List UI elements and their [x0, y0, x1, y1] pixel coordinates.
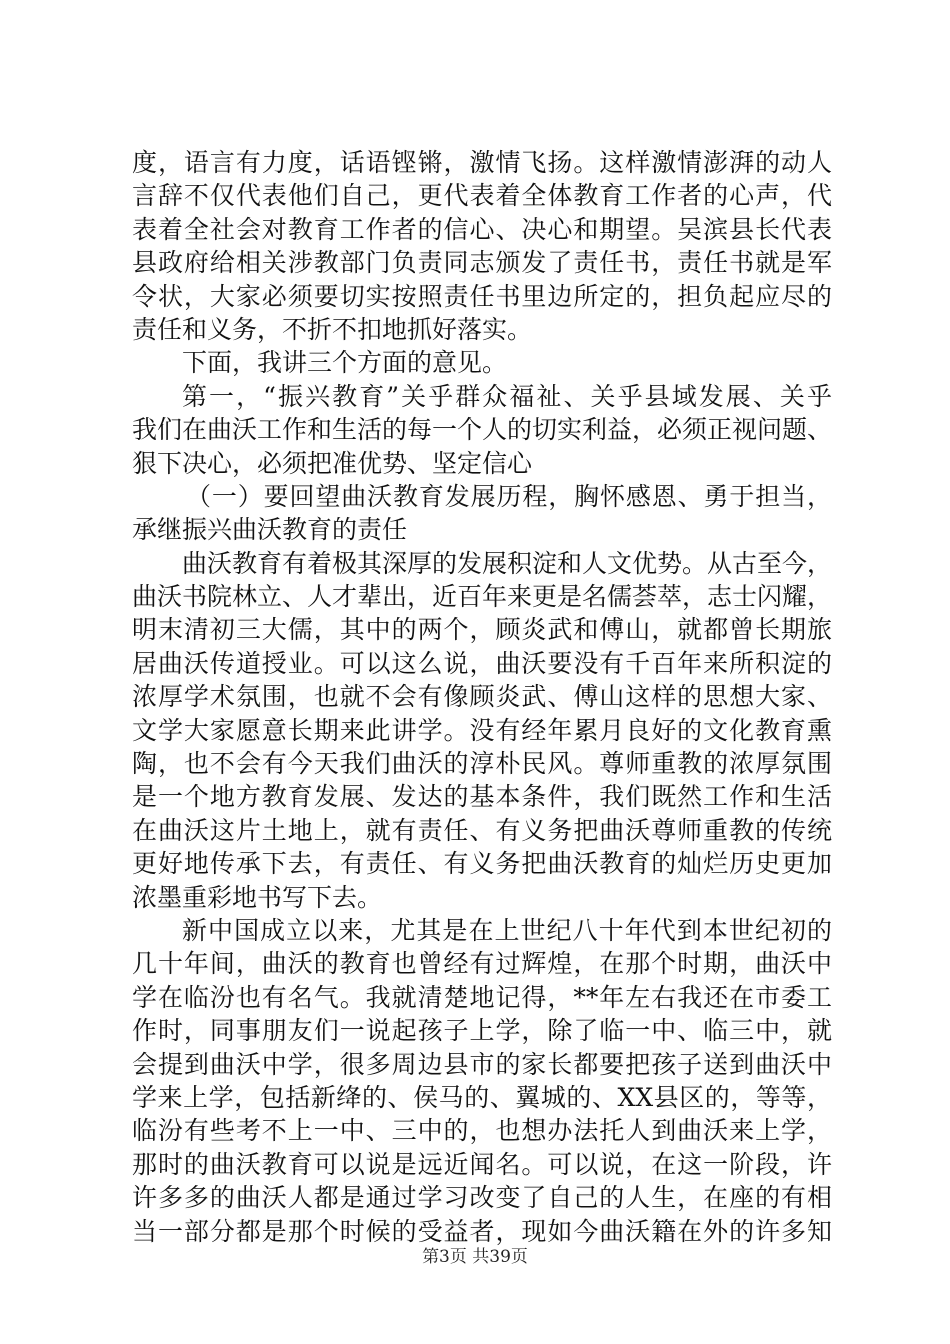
text-line: 作时，同事朋友们一说起孩子上学，除了临一中、临三中，就 — [132, 1016, 832, 1046]
text-line: 县政府给相关涉教部门负责同志颁发了责任书，责任书就是军 — [132, 248, 832, 278]
text-line: 我们在曲沃工作和生活的每一个人的切实利益，必须正视问题、 — [132, 415, 833, 445]
text-line: 表着全社会对教育工作者的信心、决心和期望。吴滨县长代表 — [132, 214, 832, 244]
text-line: 是一个地方教育发展、发达的基本条件，我们既然工作和生活 — [132, 782, 832, 812]
text-line: 文学大家愿意长期来此讲学。没有经年累月良好的文化教育熏 — [132, 715, 832, 745]
text-line: 居曲沃传道授业。可以这么说，曲沃要没有千百年来所积淀的 — [132, 648, 832, 678]
text-line: 当一部分都是那个时候的受益者，现如今曲沃籍在外的许多知 — [132, 1216, 832, 1246]
text-line: 浓厚学术氛围，也就不会有像顾炎武、傅山这样的思想大家、 — [132, 682, 832, 712]
text-line: 几十年间，曲沃的教育也曾经有过辉煌，在那个时期，曲沃中 — [132, 949, 832, 979]
text-line: 第一，“振兴教育”关乎群众福祉、关乎县域发展、关乎 — [182, 381, 832, 411]
document-body — [132, 146, 832, 1248]
text-line: 那时的曲沃教育可以说是远近闻名。可以说，在这一阶段，许 — [132, 1149, 832, 1179]
text-line: 曲沃书院林立、人才辈出，近百年来更是名儒荟萃，志士闪耀， — [132, 582, 833, 612]
text-line: 言辞不仅代表他们自己，更代表着全体教育工作者的心声，代 — [132, 181, 832, 211]
text-line: 学在临汾也有名气。我就清楚地记得，**年左右我还在市委工 — [132, 982, 832, 1012]
text-line: 学来上学，包括新绛的、侯马的、翼城的、XX县区的，等等， — [132, 1082, 832, 1112]
text-line: 临汾有些考不上一中、三中的，也想办法托人到曲沃来上学， — [132, 1116, 832, 1146]
text-line: 新中国成立以来，尤其是在上世纪八十年代到本世纪初的 — [182, 915, 832, 945]
text-line: 狠下决心，必须把准优势、坚定信心 — [132, 448, 533, 478]
text-line: 下面，我讲三个方面的意见。 — [182, 348, 508, 378]
text-line: 更好地传承下去，有责任、有义务把曲沃教育的灿烂历史更加 — [132, 849, 832, 879]
text-line: 陶，也不会有今天我们曲沃的淳朴民风。尊师重教的浓厚氛围 — [132, 749, 832, 779]
text-line: 承继振兴曲沃教育的责任 — [132, 515, 408, 545]
page-footer: 第3页 共39页 — [422, 1247, 528, 1267]
text-line: 许多多的曲沃人都是通过学习改变了自己的人生，在座的有相 — [132, 1183, 832, 1213]
text-line: 曲沃教育有着极其深厚的发展积淀和人文优势。从古至今， — [182, 548, 833, 578]
text-line: 在曲沃这片土地上，就有责任、有义务把曲沃尊师重教的传统 — [132, 815, 832, 845]
text-line: 令状，大家必须要切实按照责任书里边所定的，担负起应尽的 — [132, 281, 832, 311]
text-line: （一）要回望曲沃教育发展历程，胸怀感恩、勇于担当， — [186, 481, 832, 511]
text-line: 度，语言有力度，话语铿锵，激情飞扬。这样激情澎湃的动人 — [132, 148, 832, 177]
text-line: 浓墨重彩地书写下去。 — [132, 882, 383, 912]
text-line: 会提到曲沃中学，很多周边县市的家长都要把孩子送到曲沃中 — [132, 1049, 832, 1079]
text-line: 责任和义务，不折不扣地抓好落实。 — [132, 314, 533, 344]
text-line: 明末清初三大儒，其中的两个，顾炎武和傅山，就都曾长期旅 — [132, 615, 832, 645]
